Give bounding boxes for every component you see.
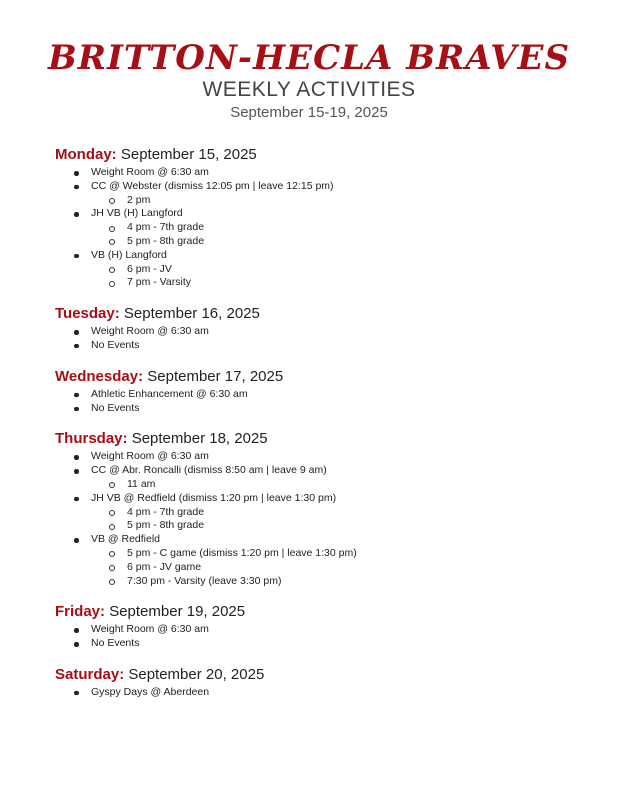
event-detail: 5 pm - 8th grade bbox=[55, 235, 595, 249]
event-detail: 6 pm - JV bbox=[55, 263, 595, 277]
day-section bbox=[55, 367, 595, 416]
event-list bbox=[55, 450, 595, 588]
event-item: No Events bbox=[55, 339, 595, 353]
event-detail: 2 pm bbox=[55, 194, 595, 208]
page-subtitle: WEEKLY ACTIVITIES bbox=[202, 78, 416, 101]
event-item: Weight Room @ 6:30 am bbox=[55, 325, 595, 339]
event-detail: 11 am bbox=[55, 478, 595, 492]
event-list bbox=[55, 388, 595, 416]
event-item: Weight Room @ 6:30 am bbox=[55, 166, 595, 180]
event-detail: 4 pm - 7th grade bbox=[55, 506, 595, 520]
document-header bbox=[0, 38, 618, 122]
date-range: September 15-19, 2025 bbox=[230, 104, 388, 121]
day-date: September 16, 2025 bbox=[123, 305, 260, 323]
day-date: September 15, 2025 bbox=[120, 146, 257, 163]
day-heading bbox=[55, 665, 595, 685]
event-list bbox=[55, 686, 595, 700]
day-name: Thursday: bbox=[55, 430, 128, 448]
day-name: Saturday: bbox=[55, 665, 125, 683]
day-date: September 20, 2025 bbox=[128, 665, 265, 683]
day-section bbox=[55, 304, 595, 353]
day-name: Tuesday: bbox=[55, 305, 120, 323]
event-item: Athletic Enhancement @ 6:30 am bbox=[55, 388, 595, 402]
day-name: Wednesday: bbox=[55, 367, 144, 385]
event-detail: 5 pm - C game (dismiss 1:20 pm | leave 1:30 pm) bbox=[55, 547, 595, 561]
event-item: CC @ Abr. Roncalli (dismiss 8:50 am | leave 9 am) bbox=[55, 464, 595, 478]
event-item: JH VB @ Redfield (dismiss 1:20 pm | leave 1:30 pm) bbox=[55, 492, 595, 506]
event-item: Gyspy Days @ Aberdeen bbox=[55, 686, 595, 700]
weekly-schedule bbox=[55, 145, 595, 714]
event-detail: 4 pm - 7th grade bbox=[55, 221, 595, 235]
day-heading bbox=[55, 429, 595, 449]
day-section bbox=[55, 145, 595, 290]
day-heading bbox=[55, 145, 595, 165]
event-list bbox=[55, 325, 595, 353]
day-section bbox=[55, 429, 595, 588]
day-section bbox=[55, 602, 595, 651]
event-list bbox=[55, 166, 595, 290]
event-item: No Events bbox=[55, 402, 595, 416]
day-name: Monday: bbox=[55, 146, 117, 163]
event-item: JH VB (H) Langford bbox=[55, 207, 595, 221]
event-item: CC @ Webster (dismiss 12:05 pm | leave 12:15 pm) bbox=[55, 180, 595, 194]
event-detail: 7 pm - Varsity bbox=[55, 276, 595, 290]
day-heading bbox=[55, 367, 595, 387]
day-date: September 18, 2025 bbox=[131, 430, 268, 448]
event-detail: 5 pm - 8th grade bbox=[55, 519, 595, 533]
day-section bbox=[55, 665, 595, 700]
event-detail: 6 pm - JV game bbox=[55, 561, 595, 575]
day-name: Friday: bbox=[55, 603, 106, 621]
event-detail: 7:30 pm - Varsity (leave 3:30 pm) bbox=[55, 575, 595, 589]
event-item: No Events bbox=[55, 637, 595, 651]
brand-title: BRITTON-HECLA BRAVES bbox=[47, 38, 571, 78]
day-date: September 17, 2025 bbox=[147, 367, 284, 385]
event-item: Weight Room @ 6:30 am bbox=[55, 623, 595, 637]
day-date: September 19, 2025 bbox=[109, 603, 246, 621]
event-list bbox=[55, 623, 595, 651]
event-item: VB (H) Langford bbox=[55, 249, 595, 263]
event-item: VB @ Redfield bbox=[55, 533, 595, 547]
day-heading bbox=[55, 304, 595, 324]
day-heading bbox=[55, 602, 595, 622]
event-item: Weight Room @ 6:30 am bbox=[55, 450, 595, 464]
